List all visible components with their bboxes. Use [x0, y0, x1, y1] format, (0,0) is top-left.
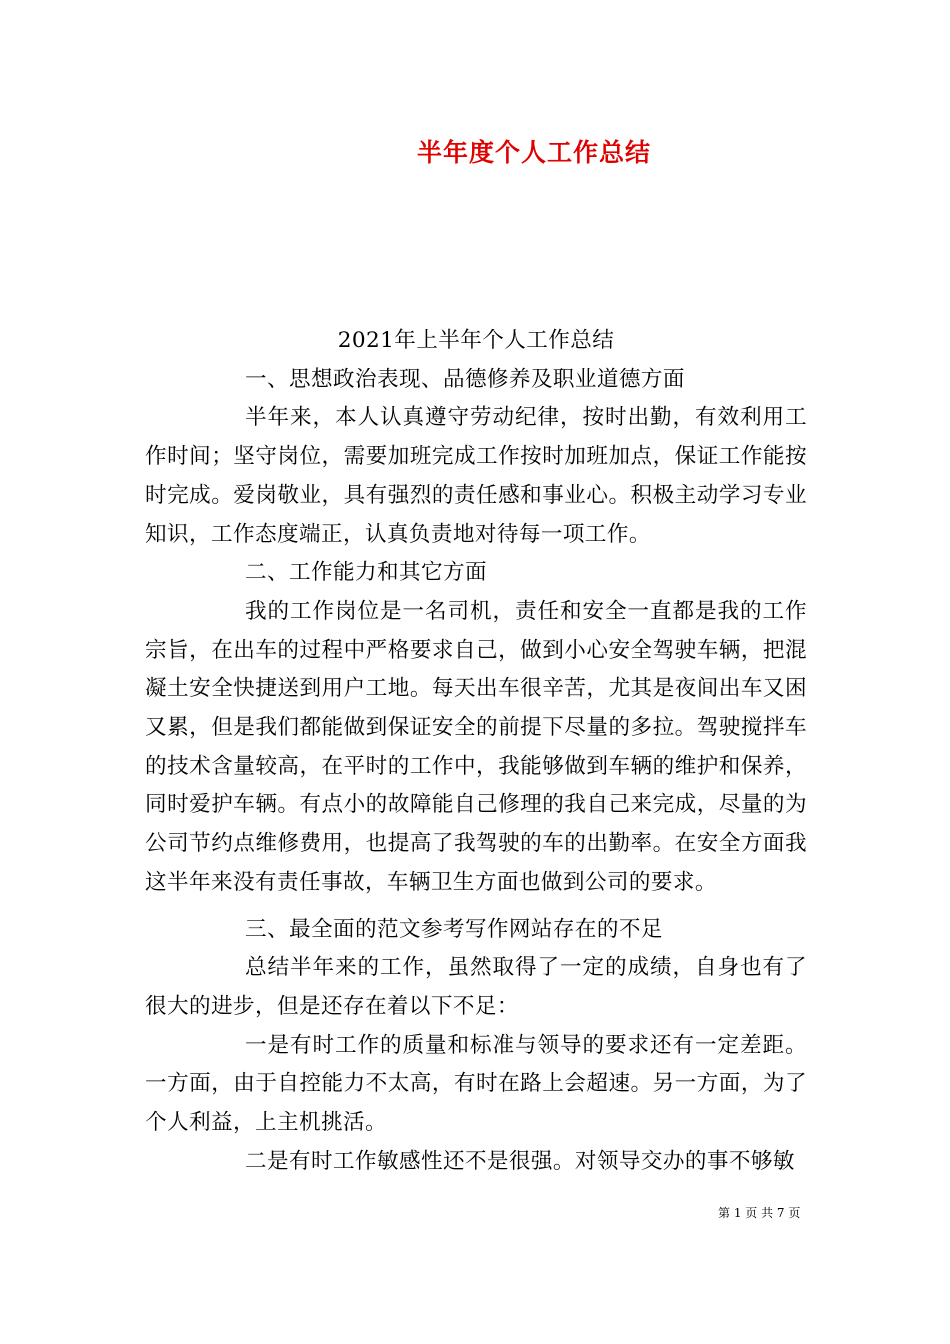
section-3-point-2: 二是有时工作敏感性还不是很强。对领导交办的事不够敏	[245, 1148, 795, 1174]
document-body	[145, 322, 807, 1181]
document-title: 半年度个人工作总结	[416, 138, 651, 167]
section-1-paragraph: 半年来，本人认真遵守劳动纪律，按时出勤，有效利用工作时间；坚守岗位，需要加班完成工作按时加班加点，保证工作能按时完成。爱岗敬业，具有强烈的责任感和事业心。积极主动学习专业知识，工作态度端正，认真负责地对待每一项工作。	[145, 405, 807, 547]
section-3-heading: 三、最全面的范文参考写作网站存在的不足	[245, 916, 663, 942]
page-footer: 第 1 页 共 7 页	[718, 1206, 801, 1220]
section-3-point-1: 一是有时工作的质量和标准与领导的要求还有一定差距。一方面，由于自控能力不太高，有时在路上会超速。另一方面，为了个人利益，上主机挑活。	[145, 1032, 807, 1136]
section-2-heading: 二、工作能力和其它方面	[245, 560, 487, 586]
section-2-paragraph: 我的工作岗位是一名司机，责任和安全一直都是我的工作宗旨，在出车的过程中严格要求自己，做到小心安全驾驶车辆，把混凝土安全快捷送到用户工地。每天出车很辛苦，尤其是夜间出车又困又累，但是我们都能做到保证安全的前提下尽量的多拉。驾驶搅拌车的技术含量较高，在平时的工作中，我能够做到车辆的维护和保养，同时爱护车辆。有点小的故障能自己修理的我自己来完成，尽量的为公司节约点维修费用，也提高了我驾驶的车的出勤率。在安全方面我这半年来没有责任事故，车辆卫生方面也做到公司的要求。	[145, 598, 807, 895]
section-3-intro: 总结半年来的工作，虽然取得了一定的成绩，自身也有了很大的进步，但是还存在着以下不足：	[145, 955, 807, 1019]
document-subtitle: 2021年上半年个人工作总结	[337, 328, 615, 353]
section-1-heading: 一、思想政治表现、品德修养及职业道德方面	[245, 366, 685, 392]
